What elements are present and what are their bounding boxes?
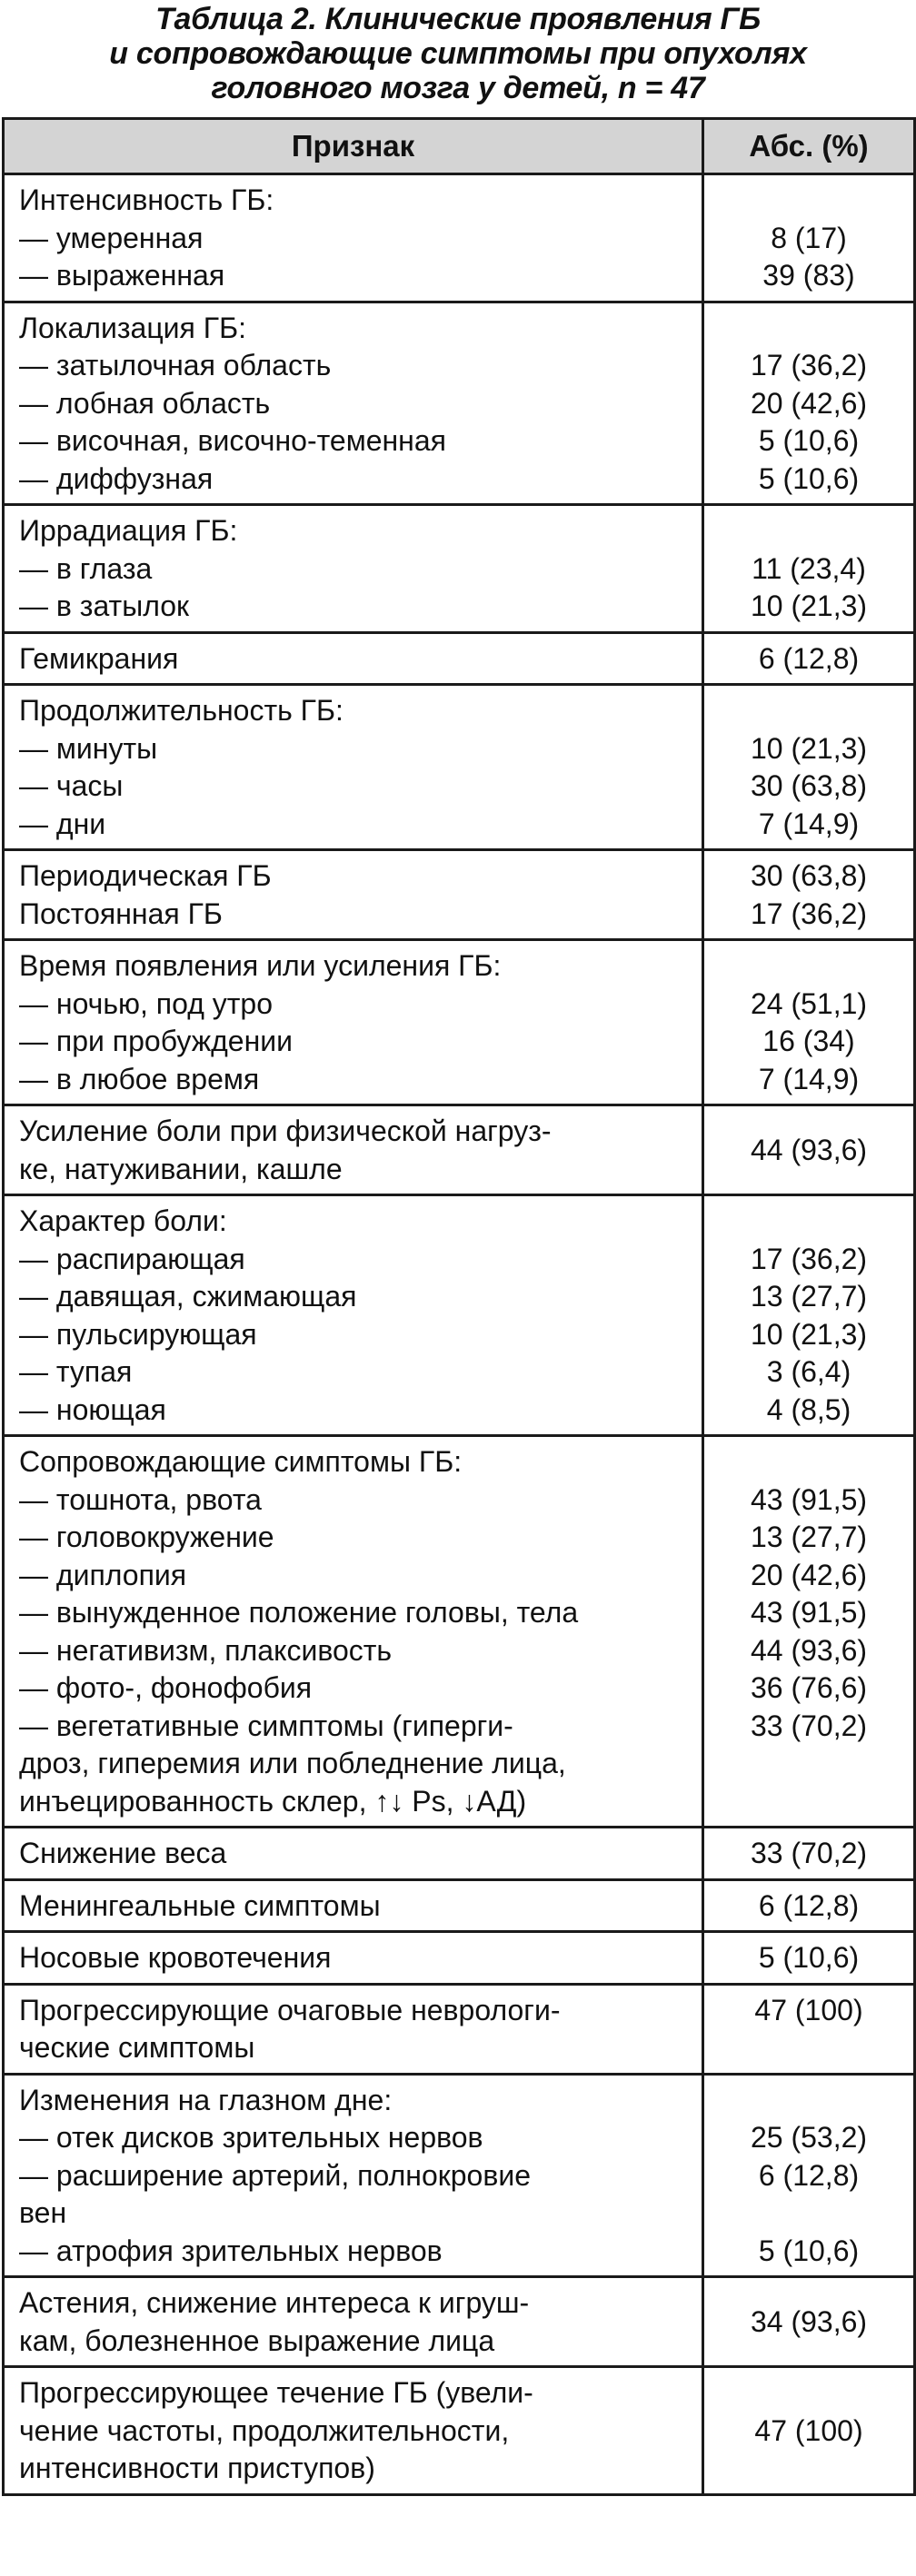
sign-line: — в затылок — [19, 590, 190, 622]
sign-line: Иррадиация ГБ: — [19, 514, 238, 547]
value-text: 16 (34) — [762, 1025, 855, 1057]
sign-line: ке, натуживании, кашле — [19, 1152, 343, 1185]
value-text: 44 (93,6) — [750, 1133, 868, 1166]
table-row — [4, 1436, 915, 1828]
sign-line: — минуты — [19, 731, 158, 765]
sign-line: — головокружение — [19, 1521, 274, 1553]
value-text: 34 (93,6) — [750, 2304, 868, 2338]
sign-line: — распирающая — [19, 1242, 245, 1275]
sign-cell — [4, 1879, 703, 1932]
caption-line-2: и сопровождающие симптомы при опухолях — [109, 36, 807, 71]
sign-line: Астения, снижение интереса к игруш- — [19, 2286, 530, 2319]
value-spacer — [708, 692, 910, 730]
sign-line: — отек дисков зрительных нервов — [19, 2121, 483, 2154]
table-row — [4, 1932, 915, 1985]
value-spacer — [708, 2082, 910, 2120]
sign-line: — ночью, под утро — [19, 986, 274, 1020]
sign-line: инъецированность склер, ↑↓ Ps, ↓АД) — [19, 1784, 527, 1818]
table-row — [4, 2277, 915, 2367]
sign-line: — расширение артерий, полнокровие — [19, 2158, 531, 2192]
sign-line: Характер боли: — [19, 1204, 227, 1237]
value-text: 47 (100) — [754, 1993, 863, 2026]
value-spacer — [708, 1745, 910, 1783]
value-text: 13 (27,7) — [750, 1280, 868, 1313]
sign-line: Менингеальные симптомы — [19, 1888, 381, 1922]
sign-cell — [4, 1984, 703, 2074]
sign-cell — [4, 505, 703, 633]
sign-line: кам, болезненное выражение лица — [19, 2323, 495, 2357]
value-text: 25 (53,2) — [750, 2121, 868, 2154]
table-row — [4, 685, 915, 850]
caption-line-3: головного мозга у детей, n = 47 — [211, 71, 705, 105]
value-text: 43 (91,5) — [750, 1482, 868, 1516]
value-cell — [703, 1828, 915, 1880]
value-spacer — [708, 947, 910, 986]
value-text: 17 (36,2) — [750, 897, 868, 930]
sign-cell — [4, 2277, 703, 2367]
sign-line: — ноющая — [19, 1392, 166, 1426]
value-cell — [703, 1105, 915, 1195]
value-cell — [703, 174, 915, 302]
table-row — [4, 1828, 915, 1880]
header-sign: Признак — [4, 119, 703, 174]
header-abs-percent: Абс. (%) — [703, 119, 915, 174]
value-text: 24 (51,1) — [750, 986, 868, 1020]
sign-line: Изменения на глазном дне: — [19, 2083, 393, 2116]
sign-line: Постоянная ГБ — [19, 897, 223, 930]
value-text: 39 (83) — [762, 259, 855, 292]
sign-line: Интенсивность ГБ: — [19, 183, 274, 216]
sign-line: — фото-, фонофобия — [19, 1671, 313, 1704]
sign-line: — давящая, сжимающая — [19, 1280, 357, 1313]
value-text: 33 (70,2) — [750, 1709, 868, 1742]
sign-line: — диффузная — [19, 461, 214, 495]
value-cell — [703, 1195, 915, 1436]
table-row — [4, 174, 915, 302]
value-text: 7 (14,9) — [758, 807, 860, 840]
table-row — [4, 2074, 915, 2277]
value-text: 17 (36,2) — [750, 1242, 868, 1275]
sign-line: — часы — [19, 769, 124, 802]
value-cell — [703, 632, 915, 685]
sign-cell — [4, 1828, 703, 1880]
value-text: 20 (42,6) — [750, 386, 868, 420]
table-header-row — [4, 119, 915, 174]
value-cell — [703, 2277, 915, 2367]
value-cell — [703, 940, 915, 1105]
sign-cell — [4, 1932, 703, 1985]
value-text: 10 (21,3) — [750, 731, 868, 765]
value-text: 6 (12,8) — [758, 2158, 860, 2192]
sign-line: Гемикрания — [19, 641, 179, 675]
sign-cell — [4, 2074, 703, 2277]
sign-line: — височная, височно-теменная — [19, 424, 446, 457]
table-row — [4, 1984, 915, 2074]
sign-line: — тошнота, рвота — [19, 1482, 262, 1516]
value-spacer — [708, 1203, 910, 1241]
value-text: 13 (27,7) — [750, 1521, 868, 1553]
sign-line: Периодическая ГБ — [19, 859, 272, 892]
table-row — [4, 1879, 915, 1932]
sign-line: Усиление боли при физической нагруз- — [19, 1115, 552, 1147]
value-spacer — [708, 2029, 910, 2067]
value-text: 5 (10,6) — [758, 2234, 860, 2267]
sign-line: Время появления или усиления ГБ: — [19, 949, 502, 982]
table-row — [4, 2367, 915, 2495]
sign-line: Прогрессирующие очаговые неврологи- — [19, 1993, 561, 2026]
sign-line: Носовые кровотечения — [19, 1941, 332, 1974]
sign-line: Прогрессирующее течение ГБ (увели- — [19, 2376, 533, 2409]
sign-cell — [4, 174, 703, 302]
value-cell — [703, 2074, 915, 2277]
value-text: 7 (14,9) — [758, 1062, 860, 1095]
sign-line: — умеренная — [19, 221, 204, 254]
sign-line: Снижение веса — [19, 1837, 227, 1869]
value-text: 4 (8,5) — [766, 1392, 851, 1426]
sign-cell — [4, 1195, 703, 1436]
sign-line: — в глаза — [19, 551, 153, 585]
value-spacer — [708, 2195, 910, 2233]
table-body — [4, 174, 915, 2495]
value-text: 10 (21,3) — [750, 590, 868, 622]
value-text: 5 (10,6) — [758, 424, 860, 457]
table-row — [4, 1195, 915, 1436]
sign-line: — при пробуждении — [19, 1025, 293, 1057]
sign-line: — в любое время — [19, 1062, 260, 1095]
sign-cell — [4, 685, 703, 850]
value-text: 10 (21,3) — [750, 1317, 868, 1351]
value-spacer — [708, 1443, 910, 1481]
sign-cell — [4, 632, 703, 685]
sign-cell — [4, 850, 703, 940]
value-text: 5 (10,6) — [758, 1941, 860, 1974]
value-text: 30 (63,8) — [750, 769, 868, 802]
value-text: 6 (12,8) — [758, 641, 860, 675]
sign-line: — негативизм, плаксивость — [19, 1633, 393, 1667]
sign-line: — пульсирующая — [19, 1317, 257, 1351]
table-row — [4, 302, 915, 505]
value-text: 36 (76,6) — [750, 1671, 868, 1704]
sign-cell — [4, 2367, 703, 2495]
value-text: 43 (91,5) — [750, 1596, 868, 1629]
value-text: 47 (100) — [754, 2413, 863, 2447]
sign-line: вен — [19, 2196, 67, 2229]
sign-line: — вынужденное положение головы, тела — [19, 1596, 579, 1629]
value-text: 3 (6,4) — [766, 1355, 851, 1388]
value-text: 33 (70,2) — [750, 1837, 868, 1869]
table-row — [4, 940, 915, 1105]
value-spacer — [708, 310, 910, 348]
sign-line: Продолжительность ГБ: — [19, 694, 344, 727]
sign-line: Локализация ГБ: — [19, 311, 246, 344]
value-cell — [703, 1984, 915, 2074]
value-cell — [703, 302, 915, 505]
table-row — [4, 1105, 915, 1195]
caption-line-1: Таблица 2. Клинические проявления ГБ — [155, 2, 761, 36]
value-spacer — [708, 512, 910, 550]
value-text: 6 (12,8) — [758, 1888, 860, 1922]
sign-line: — вегетативные симптомы (гиперги- — [19, 1709, 513, 1742]
value-cell — [703, 1879, 915, 1932]
sign-line: — тупая — [19, 1355, 133, 1388]
value-cell — [703, 850, 915, 940]
value-text: 30 (63,8) — [750, 859, 868, 892]
sign-line: — атрофия зрительных нервов — [19, 2234, 443, 2267]
sign-line: Сопровождающие симптомы ГБ: — [19, 1445, 463, 1478]
value-cell — [703, 505, 915, 633]
sign-line: чение частоты, продолжительности, — [19, 2413, 510, 2447]
sign-line: — затылочная область — [19, 349, 332, 381]
value-text: 20 (42,6) — [750, 1558, 868, 1591]
value-cell — [703, 1436, 915, 1828]
value-spacer — [708, 1783, 910, 1821]
sign-line: — дни — [19, 807, 106, 840]
value-cell — [703, 685, 915, 850]
table-caption — [0, 2, 916, 105]
table-row — [4, 850, 915, 940]
sign-cell — [4, 1436, 703, 1828]
sign-line: дроз, гиперемия или побледнение лица, — [19, 1747, 566, 1779]
table-row — [4, 505, 915, 633]
symptoms-table — [2, 117, 916, 2496]
sign-line: — выраженная — [19, 259, 225, 292]
value-text: 11 (23,4) — [752, 551, 866, 585]
value-text: 5 (10,6) — [758, 461, 860, 495]
sign-line: — лобная область — [19, 386, 271, 420]
sign-line: ческие симптомы — [19, 2031, 255, 2064]
value-text: 44 (93,6) — [750, 1633, 868, 1667]
sign-cell — [4, 1105, 703, 1195]
sign-cell — [4, 302, 703, 505]
value-spacer — [708, 182, 910, 220]
sign-cell — [4, 940, 703, 1105]
value-text: 8 (17) — [771, 221, 847, 254]
value-text: 17 (36,2) — [750, 349, 868, 381]
value-cell — [703, 1932, 915, 1985]
value-cell — [703, 2367, 915, 2495]
sign-line: интенсивности приступов) — [19, 2452, 375, 2484]
sign-line: — диплопия — [19, 1558, 187, 1591]
table-row — [4, 632, 915, 685]
